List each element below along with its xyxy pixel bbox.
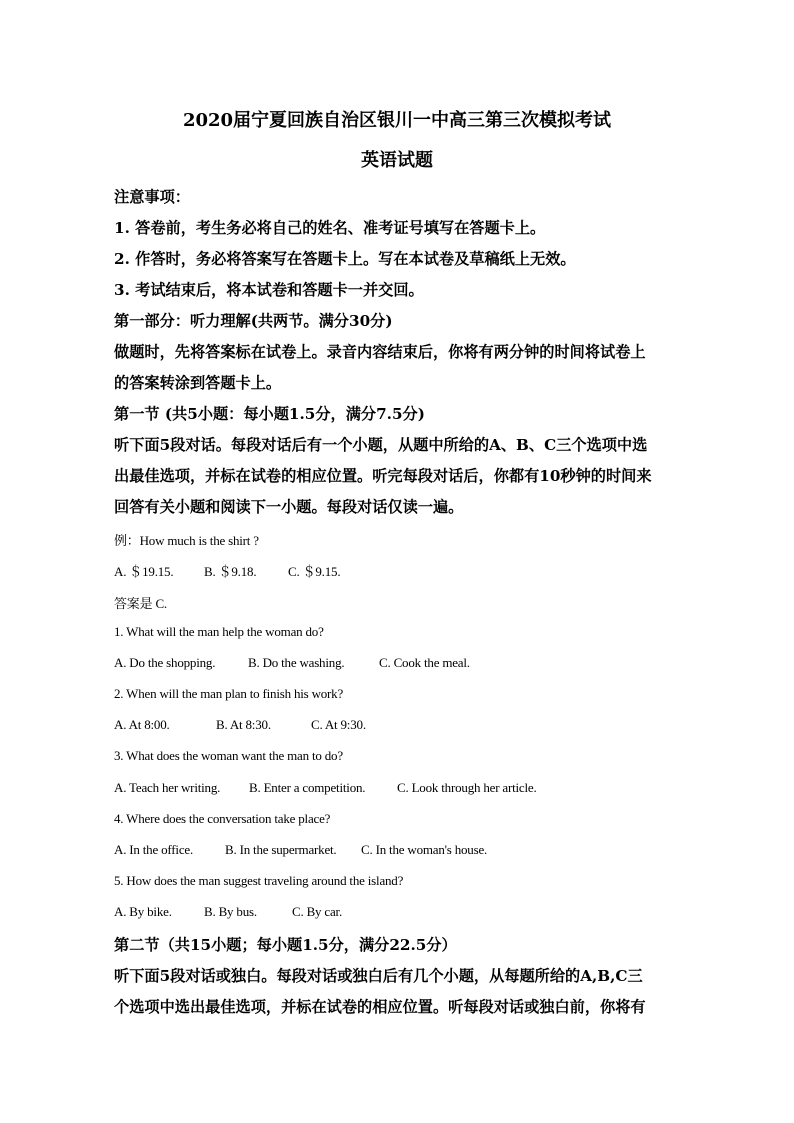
option-a: A. By bike. [114,904,172,919]
question-stem: 1. What will the man help the woman do? [114,624,324,639]
option-b: B. ＄9.18. [204,564,257,579]
part1-intro-line: 做题时，先将答案标在试卷上。录音内容结束后，你将有两分钟的时间将试卷上 [114,343,646,361]
option-c: C. Look through her article. [397,780,537,795]
option-b: B. By bus. [204,904,257,919]
section2-intro-line: 个选项中选出最佳选项，并标在试卷的相应位置。听每段对话或独白前，你将有 [114,998,646,1016]
option-c: C. Cook the meal. [379,655,470,670]
example-options [114,561,340,580]
question-options [114,717,366,733]
exam-title: 2020届宁夏回族自治区银川一中高三第三次模拟考试 [182,110,612,131]
example-question: 例：How much is the shirt ? [114,533,259,548]
question-options [114,904,342,920]
example-answer: 答案是 C. [114,596,167,611]
section1-heading: 第一节 (共5小题：每小题1.5分，满分7.5分) [114,405,425,423]
section1-intro-line: 回答有关小题和阅读下一小题。每段对话仅读一遍。 [114,498,464,516]
part1-heading: 第一部分：听力理解(共两节。满分30分) [114,312,393,330]
option-a: A. Teach her writing. [114,780,221,795]
option-a: A. At 8:00. [114,717,170,732]
part1-intro-line: 的答案转涂到答题卡上。 [114,374,282,392]
notice-heading: 注意事项： [114,188,190,206]
option-c: C. In the woman's house. [361,842,488,857]
question-options [114,780,537,796]
option-a: A. In the office. [114,842,194,857]
option-b: B. At 8:30. [216,717,271,732]
option-a: A. ＄19.15. [114,564,174,579]
question-stem: 3. What does the woman want the man to do? [114,748,343,763]
option-c: C. ＄9.15. [288,564,341,579]
question-stem: 2. When will the man plan to finish his work? [114,686,344,701]
question-stem: 5. How does the man suggest traveling around the island? [114,873,404,888]
option-c: C. At 9:30. [311,717,366,732]
option-b: B. In the supermarket. [225,842,337,857]
notice-item: 2. 作答时，务必将答案写在答题卡上。写在本试卷及草稿纸上无效。 [114,250,576,268]
notice-item: 1. 答卷前，考生务必将自己的姓名、准考证号填写在答题卡上。 [114,219,546,237]
option-b: B. Do the washing. [248,655,345,670]
section2-intro-line: 听下面5段对话或独白。每段对话或独白后有几个小题，从每题所给的A,B,C三 [114,967,643,985]
section1-intro-line: 听下面5段对话。每段对话后有一个小题，从题中所给的A、B、C三个选项中选 [114,436,648,454]
option-a: A. Do the shopping. [114,655,216,670]
question-options [114,655,470,671]
section2-heading: 第二节（共15小题；每小题1.5分，满分22.5分） [114,936,457,954]
option-b: B. Enter a competition. [249,780,366,795]
question-options [114,842,487,858]
exam-subtitle: 英语试题 [361,150,433,171]
question-stem: 4. Where does the conversation take place? [114,811,331,826]
section1-intro-line: 出最佳选项，并标在试卷的相应位置。听完每段对话后，你都有10秒钟的时间来 [114,467,652,485]
notice-item: 3. 考试结束后，将本试卷和答题卡一并交回。 [114,281,424,299]
option-c: C. By car. [292,904,342,919]
